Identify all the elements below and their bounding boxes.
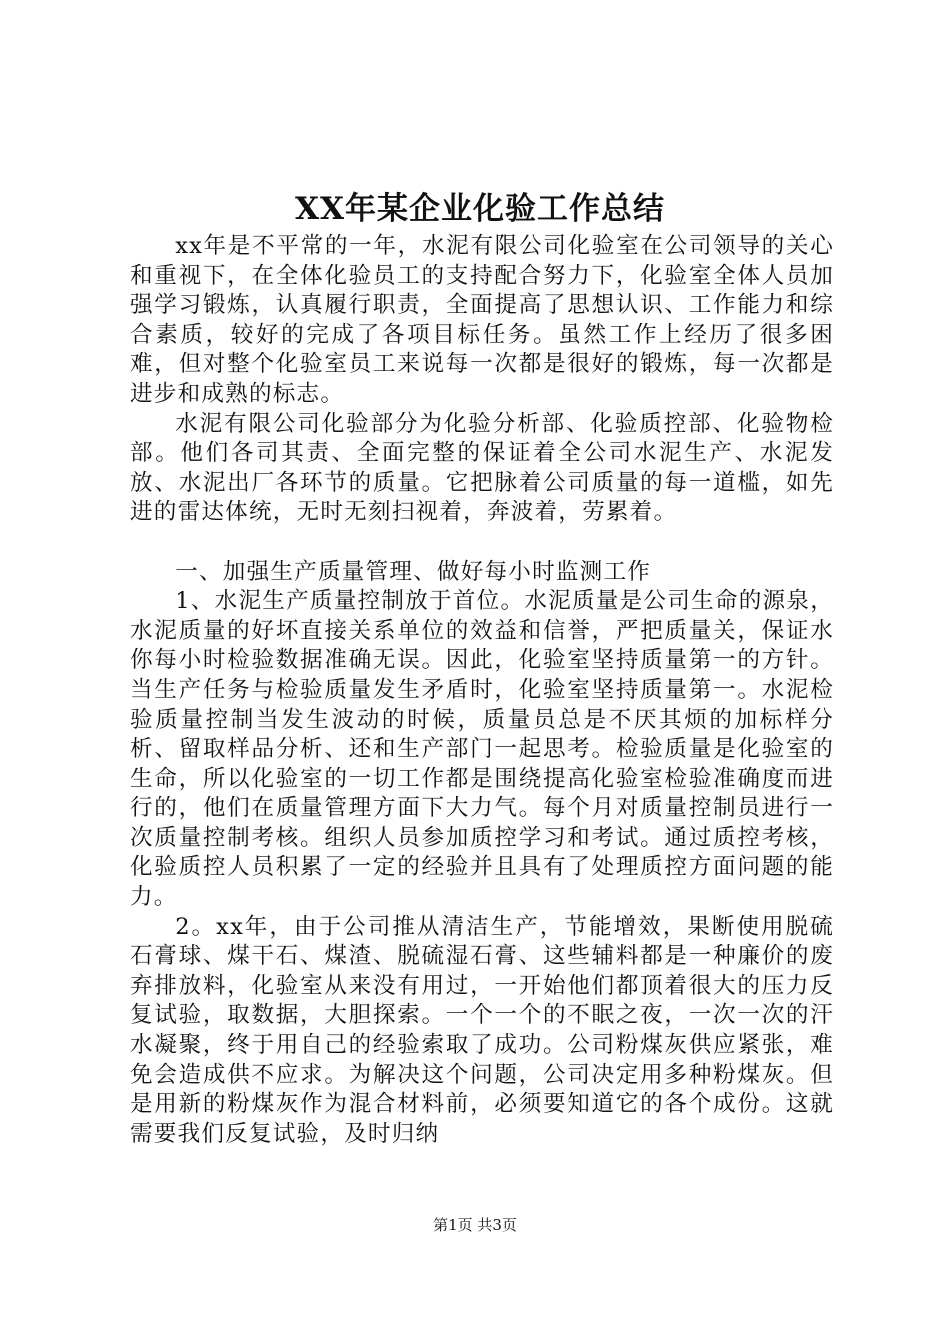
document-body — [130, 232, 834, 1149]
paragraph-item-2: 2。xx年，由于公司推从清洁生产，节能增效，果断使用脱硫石膏球、煤干石、煤渣、脱硫湿石膏、这些辅料都是一种廉价的废弃排放料，化验室从来没有用过，一开始他们都顶着很大的压力反复试验，取数据，大胆探索。一个一个的不眠之夜，一次一次的汗水凝聚，终于用自己的经验索取了成功。公司粉煤灰供应紧张，难免会造成供不应求。为解决这个问题，公司决定用多种粉煤灰。但是用新的粉煤灰作为混合材料前，必须要知道它的各个成份。这就需要我们反复试验，及时归纳 — [130, 913, 834, 1147]
paragraph-intro: xx年是不平常的一年，水泥有限公司化验室在公司领导的关心和重视下，在全体化验员工的支持配合努力下，化验室全体人员加强学习锻炼，认真履行职责，全面提高了思想认识、工作能力和综合素质，较好的完成了各项目标任务。虽然工作上经历了很多困难，但对整个化验室员工来说每一次都是很好的锻炼，每一次都是进步和成熟的标志。 — [130, 233, 834, 407]
document-title: XX年某企业化验工作总结 — [294, 191, 666, 227]
paragraph-departments: 水泥有限公司化验部分为化验分析部、化验质控部、化验物检部。他们各司其责、全面完整的保证着全公司水泥生产、水泥发放、水泥出厂各环节的质量。它把脉着公司质量的每一道槛，如先进的雷达体统，无时无刻扫视着，奔波着，劳累着。 — [130, 410, 834, 526]
paragraph-item-1: 1、水泥生产质量控制放于首位。水泥质量是公司生命的源泉，水泥质量的好坏直接关系单位的效益和信誉，严把质量关，保证水你每小时检验数据准确无误。因此，化验室坚持质量第一的方针。当生产任务与检验质量发生矛盾时，化验室坚持质量第一。水泥检验质量控制当发生波动的时候，质量员总是不厌其烦的加标样分析、留取样品分析、还和生产部门一起思考。检验质量是化验室的生命，所以化验室的一切工作都是围绕提高化验室检验准确度而进行的，他们在质量管理方面下大力气。每个月对质量控制员进行一次质量控制考核。组织人员参加质控学习和考试。通过质控考核，化验质控人员积累了一定的经验并且具有了处理质控方面问题的能力。 — [130, 588, 834, 911]
section-heading-quality: 一、加强生产质量管理、做好每小时监测工作 — [175, 558, 652, 585]
page-number-footer: 第1页 共3页 — [433, 1216, 517, 1234]
